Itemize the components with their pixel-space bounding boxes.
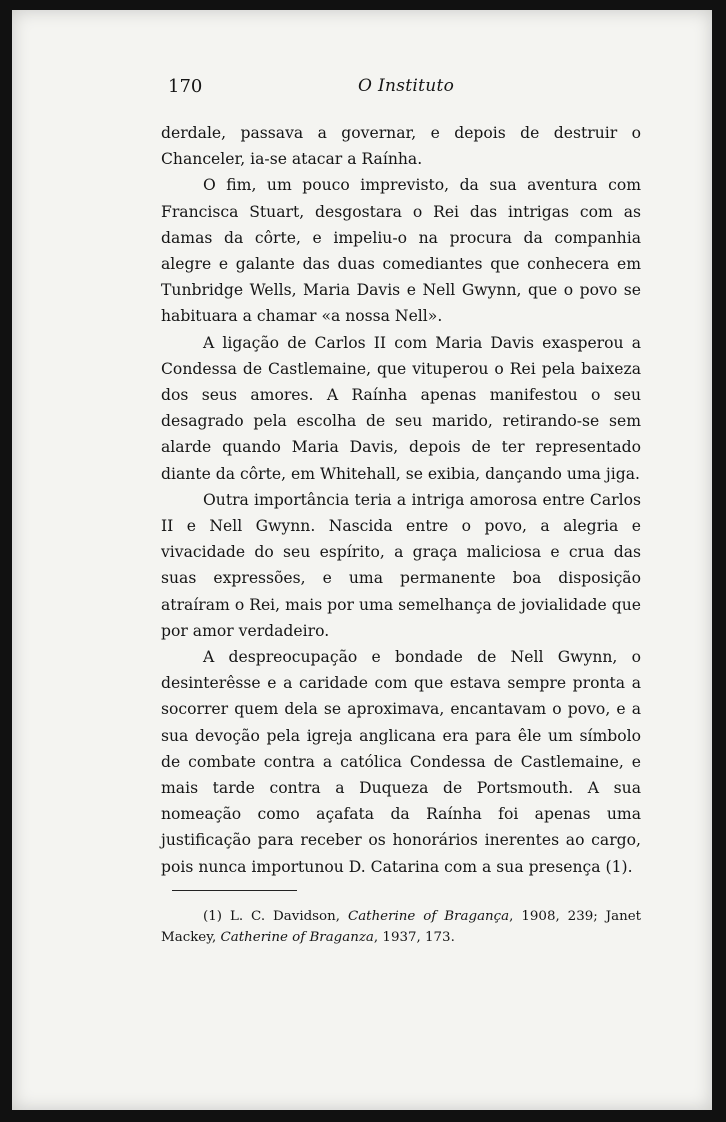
footnote-part-1: L. C. Davidson,: [229, 909, 348, 924]
footnote-part-2: , 1908, 239; Janet Mackey,: [161, 909, 641, 945]
footnote-marker: (1): [203, 909, 222, 924]
footnote-part-3: , 1937, 173.: [373, 930, 455, 945]
footnote-title-2: Catherine of Braganza: [220, 930, 374, 945]
paragraph-2: O fim, um pouco imprevisto, da sua aventura com Francisca Stuart, desgostara o Rei das intrigas com as damas da côrte, e impeliu-o na procura da companhia alegre e galante das duas comediantes que conhecera em Tunbridge Wells, Maria Davis e Nell Gwynn, que o povo se habituara a chamar «a nossa Nell».: [161, 176, 641, 326]
footnote-title-1: Catherine of Bragança: [347, 909, 510, 924]
page-header: [168, 76, 628, 104]
paragraph-1: derdale, passava a governar, e depois de destruir o Chanceler, ia-se atacar a Raínha.: [161, 124, 641, 169]
footnote-rule: [172, 890, 297, 891]
paragraph-4: Outra importância teria a intriga amorosa entre Carlos II e Nell Gwynn. Nascida entre o povo, a alegria e vivacidade do seu espírito, a graça maliciosa e crua das suas expressões, e uma permanente boa disposição atraíram o Rei, mais por uma semelhança de jovialidade que por amor verdadeiro.: [161, 490, 641, 640]
body-text: [161, 120, 641, 880]
paragraph-5: A despreocupação e bondade de Nell Gwynn, o desinterêsse e a caridade com que estava sempre pronta a socorrer quem dela se aproximava, encantavam o povo, e a sua devoção pela igreja anglicana era para êle um símbolo de combate contra a católica Condessa de Castlemaine, e mais tarde contra a Duqueza de Portsmouth. A sua nomeação como açafata da Raínha foi apenas uma justificação para receber os honorários inerentes ao cargo, pois nunca importunou D. Catarina com a sua presença (1).: [161, 648, 641, 876]
footnote-text: [161, 906, 641, 948]
page-number: 170: [168, 76, 203, 97]
paragraph-3: A ligação de Carlos II com Maria Davis exasperou a Condessa de Castlemaine, que vituperou o Rei pela baixeza dos seus amores. A Raínha apenas manifestou o seu desagrado pela escolha de seu marido, retirando-se sem alarde quando Maria Davis, depois de ter representado diante da côrte, em Whitehall, se exibia, dançando uma jiga.: [161, 333, 641, 483]
footnote: [161, 906, 641, 948]
running-title: O Instituto: [358, 76, 455, 96]
